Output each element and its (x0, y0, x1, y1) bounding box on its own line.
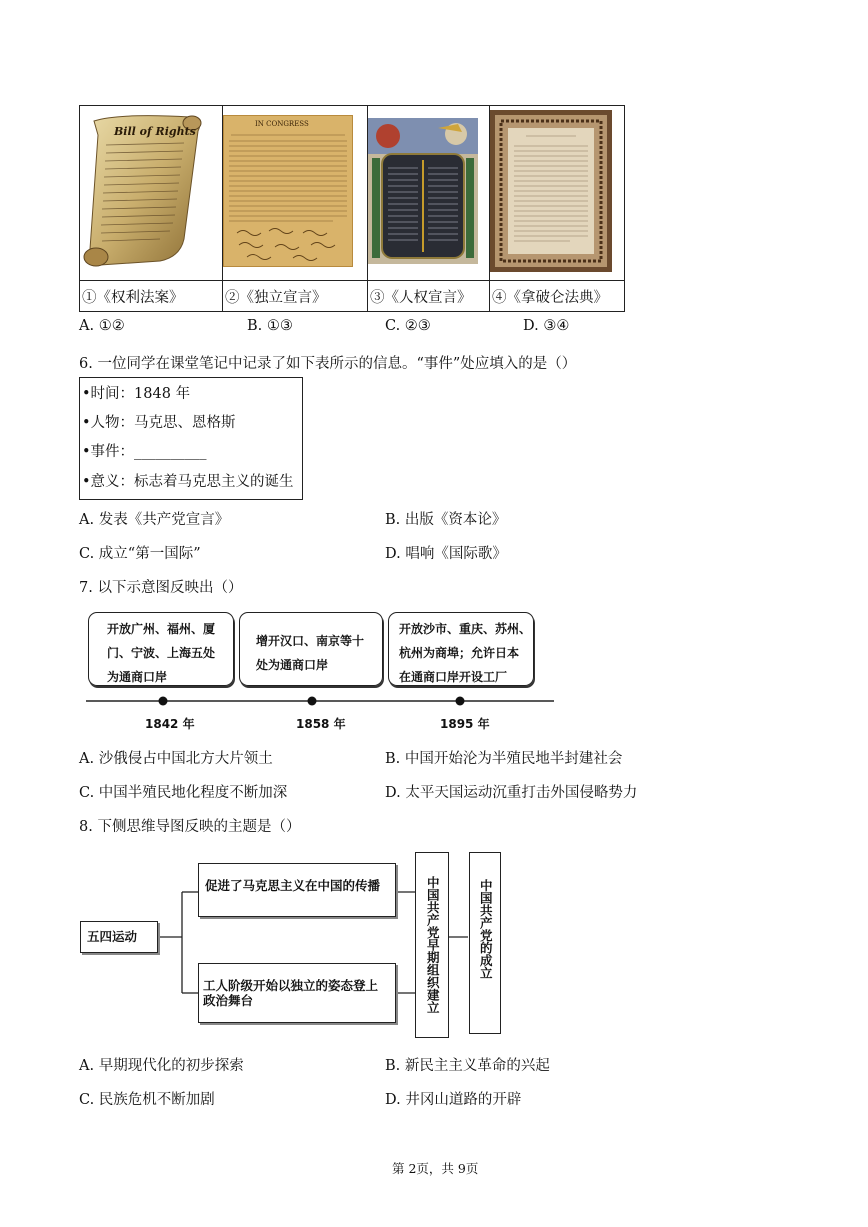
q8-option-a[interactable]: A. 早期现代化的初步探索 (79, 1058, 244, 1074)
q7-option-b[interactable]: B. 中国开始沦为半殖民地半封建社会 (385, 751, 623, 767)
timeline-year-1895: 1895 年 (440, 717, 490, 731)
box1895-line3: 在通商口岸开设工厂 (399, 670, 508, 684)
q7-option-a[interactable]: A. 沙俄侵占中国北方大片领土 (79, 751, 273, 767)
bill-of-rights-scroll-image (80, 111, 208, 271)
bill-of-rights-image-cell (80, 106, 223, 281)
q7-option-c[interactable]: C. 中国半殖民地化程度不断加深 (79, 785, 288, 801)
declaration-of-independence-image-cell (223, 106, 368, 281)
q6-option-d[interactable]: D. 唱响《国际歌》 (385, 546, 507, 562)
q6-option-b[interactable]: B. 出版《资本论》 (385, 512, 507, 528)
declaration-of-independence-image (223, 115, 353, 267)
box1842-line2: 门、宁波、上海五处 (107, 646, 216, 660)
working-class-line1: 工人阶级开始以独立的姿态登上 (203, 978, 379, 993)
timeline-box-1858 (239, 612, 383, 686)
timeline-axis (80, 690, 560, 710)
early-organization-text: 中国共产党早期组织建立 (425, 876, 441, 1014)
box1842-line3: 为通商口岸 (107, 670, 168, 684)
page-footer: 第 2页，共 9页 (392, 1161, 479, 1176)
box1842-line1: 开放广州、福州、厦 (107, 622, 216, 636)
q5-document-table (79, 105, 625, 312)
timeline-box-1895 (388, 612, 534, 686)
box1895-line2: 杭州为商埠；允许日本 (399, 646, 520, 660)
caption-bill-of-rights: ①《权利法案》 (80, 281, 223, 312)
declaration-of-rights-of-man-image-cell (368, 106, 490, 281)
q8-stem: 8. 下侧思维导图反映的主题是（） (79, 819, 301, 835)
working-class-line2: 政治舞台 (203, 993, 254, 1008)
party-founding-text: 中国共产党的成立 (478, 879, 494, 979)
q8-option-d[interactable]: D. 井冈山道路的开辟 (385, 1092, 522, 1108)
mind-map-party-founding (469, 852, 501, 1034)
q8-option-c[interactable]: C. 民族危机不断加剧 (79, 1092, 215, 1108)
mind-map-early-organization (415, 852, 449, 1038)
napoleonic-code-image-cell (490, 106, 625, 281)
caption-napoleonic-code: ④《拿破仑法典》 (490, 281, 625, 312)
timeline-dot-1842 (159, 697, 168, 706)
q6-option-a[interactable]: A. 发表《共产党宣言》 (79, 512, 230, 528)
timeline-year-1842: 1842 年 (145, 717, 195, 731)
caption-declaration-of-independence: ②《独立宣言》 (223, 281, 368, 312)
bill-of-rights-title-text: Bill of Rights (114, 125, 196, 138)
box1858-line2: 处为通商口岸 (256, 658, 329, 672)
q5-option-a[interactable]: A. ①② (79, 318, 125, 334)
q5-option-d[interactable]: D. ③④ (523, 318, 570, 334)
declaration-of-rights-of-man-image (368, 118, 478, 264)
box1895-line1: 开放沙市、重庆、苏州、 (399, 622, 532, 636)
mind-map-branch-working-class (198, 963, 396, 1023)
box1858-line1: 增开汉口、南京等十 (256, 634, 365, 648)
timeline-dot-1858 (308, 697, 317, 706)
q6-note-box (79, 377, 303, 500)
mind-map-branch-marxism: 促进了马克思主义在中国的传播 (198, 863, 396, 917)
napoleonic-code-image (490, 110, 612, 272)
note-event: •事件：__________ (82, 444, 207, 460)
note-people: •人物：马克思、恩格斯 (82, 415, 236, 431)
timeline-dot-1895 (456, 697, 465, 706)
q7-stem: 7. 以下示意图反映出（） (79, 580, 243, 596)
note-time: •时间：1848 年 (82, 386, 191, 402)
q8-option-b[interactable]: B. 新民主主义革命的兴起 (385, 1058, 550, 1074)
caption-rights-of-man: ③《人权宣言》 (368, 281, 490, 312)
q5-option-b[interactable]: B. ①③ (247, 318, 293, 334)
q6-stem: 6. 一位同学在课堂笔记中记录了如下表所示的信息。“事件”处应填入的是（） (79, 356, 577, 372)
q6-option-c[interactable]: C. 成立“第一国际” (79, 546, 201, 562)
q7-option-d[interactable]: D. 太平天国运动沉重打击外国侵略势力 (385, 785, 638, 801)
note-significance: •意义：标志着马克思主义的诞生 (82, 474, 294, 490)
timeline-year-1858: 1858 年 (296, 717, 346, 731)
declaration-heading-text: IN CONGRESS (255, 120, 309, 128)
timeline-box-1842 (88, 612, 234, 686)
q5-option-c[interactable]: C. ②③ (385, 318, 431, 334)
mind-map-root: 五四运动 (80, 921, 158, 953)
